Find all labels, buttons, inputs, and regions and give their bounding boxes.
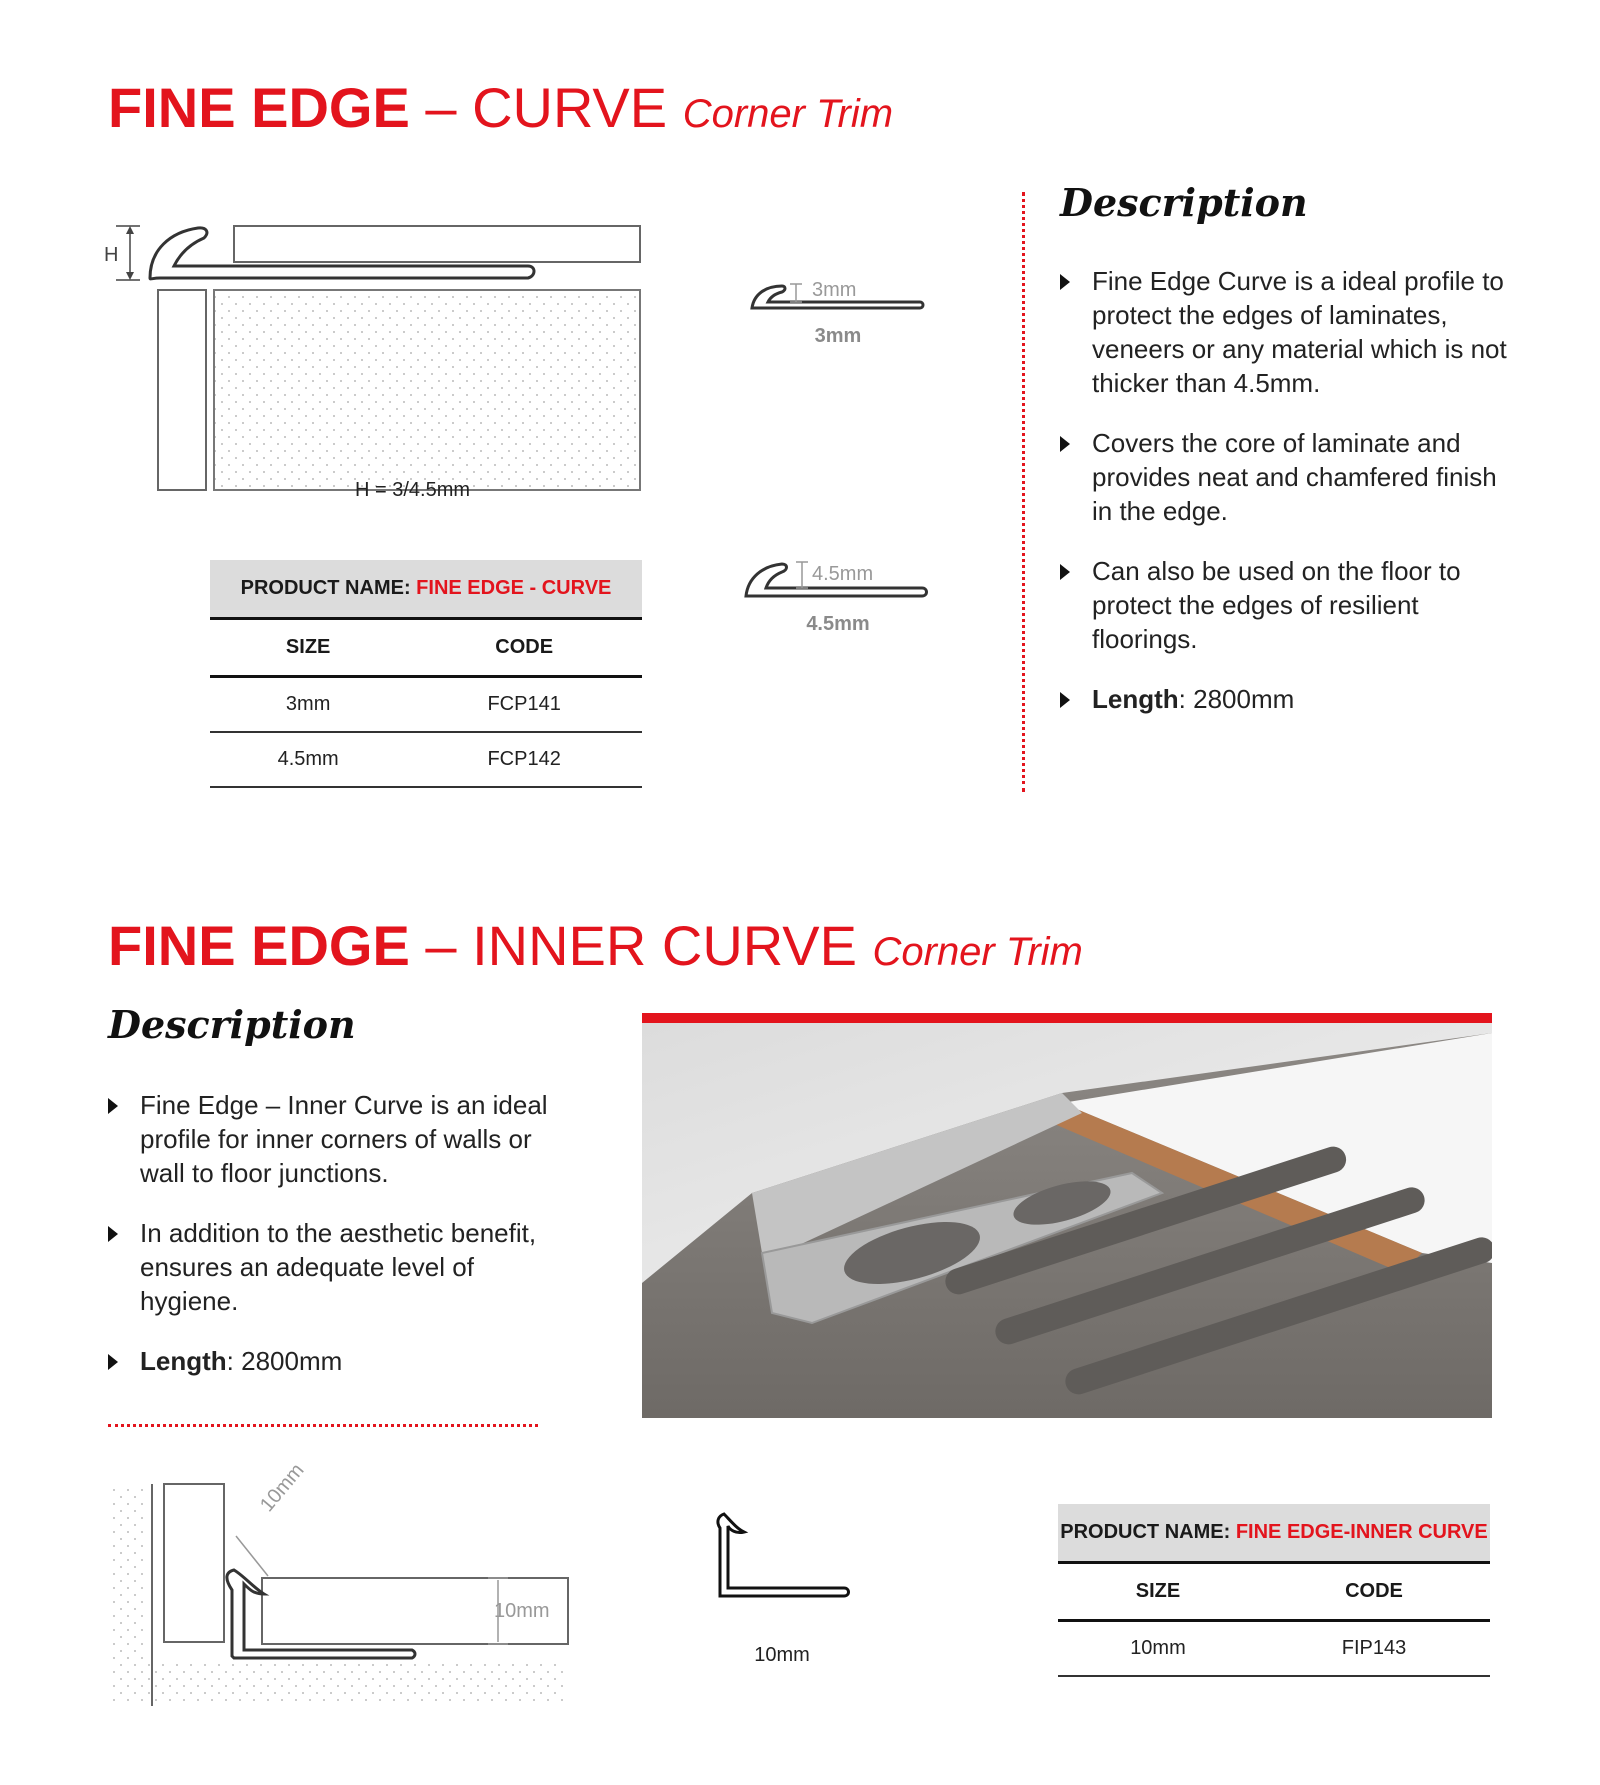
bullet-text: Fine Edge – Inner Curve is an ideal profile for inner corners of walls or wall to floor junctions. bbox=[140, 1090, 548, 1188]
product-name-label: PRODUCT NAME: bbox=[240, 577, 411, 599]
length-value: : 2800mm bbox=[226, 1346, 343, 1376]
product-name-label: PRODUCT NAME: bbox=[1060, 1521, 1231, 1543]
col-size-header: SIZE bbox=[1058, 1563, 1258, 1621]
section1-title bbox=[108, 76, 894, 139]
size-cell: 3mm bbox=[210, 677, 406, 733]
code-cell: FCP142 bbox=[406, 732, 642, 787]
col-size-header: SIZE bbox=[210, 619, 406, 677]
product-name-value: FINE EDGE-INNER CURVE bbox=[1235, 1521, 1488, 1543]
profile-3mm-dim: 3mm bbox=[812, 279, 857, 301]
title-italic: Corner Trim bbox=[872, 930, 1083, 974]
col-code-header: CODE bbox=[406, 619, 642, 677]
title-regular: INNER CURVE bbox=[472, 914, 857, 977]
list-item bbox=[108, 1088, 548, 1190]
table-row bbox=[1058, 1621, 1490, 1677]
list-item bbox=[1060, 426, 1510, 528]
bullet-arrow-icon bbox=[1060, 564, 1070, 580]
dotted-divider-horizontal bbox=[108, 1424, 538, 1427]
length-label: Length bbox=[1092, 684, 1179, 714]
h-caption: H = 3/4.5mm bbox=[355, 479, 471, 501]
bullet-arrow-icon bbox=[1060, 274, 1070, 290]
product-name-value: FINE EDGE - CURVE bbox=[416, 577, 612, 599]
dim-diagonal: 10mm bbox=[256, 1459, 309, 1517]
product-name-cell bbox=[1058, 1504, 1490, 1563]
inner-curve-installation-image bbox=[642, 1023, 1492, 1418]
size-cell: 10mm bbox=[1058, 1621, 1258, 1677]
inner-curve-cross-section-diagram bbox=[104, 1480, 574, 1710]
table-row bbox=[210, 732, 642, 787]
profile-3mm-caption: 3mm bbox=[814, 325, 862, 347]
bullet-text: Fine Edge Curve is a ideal profile to protect the edges of laminates, veneers or any material which is not thicker than 4.5mm. bbox=[1092, 266, 1507, 398]
code-cell: FIP143 bbox=[1258, 1621, 1490, 1677]
bullet-text: In addition to the aesthetic benefit, ensures an adequate level of hygiene. bbox=[140, 1218, 537, 1316]
bullet-arrow-icon bbox=[108, 1354, 118, 1370]
profile-caption: 10mm bbox=[754, 1644, 810, 1666]
bullet-text: Can also be used on the floor to protect the edges of resilient floorings. bbox=[1092, 556, 1461, 654]
inner-curve-profile-icon bbox=[714, 1510, 854, 1600]
product-table-curve bbox=[210, 560, 642, 788]
description-list bbox=[1060, 264, 1510, 742]
list-item bbox=[108, 1216, 548, 1318]
bullet-arrow-icon bbox=[1060, 692, 1070, 708]
code-cell: FCP141 bbox=[406, 677, 642, 733]
h-label: H bbox=[104, 244, 119, 266]
dim-vertical: 10mm bbox=[494, 1600, 550, 1622]
section2-title bbox=[108, 914, 1083, 977]
dotted-divider-vertical bbox=[1022, 192, 1025, 792]
product-photo bbox=[642, 1013, 1492, 1428]
size-cell: 4.5mm bbox=[210, 732, 406, 787]
description-heading: Description bbox=[1060, 180, 1308, 225]
length-label: Length bbox=[140, 1346, 227, 1376]
col-code-header: CODE bbox=[1258, 1563, 1490, 1621]
list-item bbox=[108, 1344, 548, 1378]
table-row bbox=[210, 677, 642, 733]
description-list bbox=[108, 1088, 548, 1404]
title-regular: CURVE bbox=[472, 76, 668, 139]
description-heading: Description bbox=[108, 1002, 356, 1047]
product-table-inner-curve bbox=[1058, 1504, 1490, 1677]
title-italic: Corner Trim bbox=[682, 92, 894, 136]
bullet-text: Covers the core of laminate and provides neat and chamfered finish in the edge. bbox=[1092, 428, 1497, 526]
list-item bbox=[1060, 264, 1510, 400]
product-name-cell bbox=[210, 560, 642, 619]
length-value: : 2800mm bbox=[1178, 684, 1295, 714]
list-item bbox=[1060, 682, 1510, 716]
curve-cross-section-diagram bbox=[100, 210, 650, 510]
profile-4-5mm-caption: 4.5mm bbox=[806, 613, 870, 635]
bullet-arrow-icon bbox=[1060, 436, 1070, 452]
bullet-arrow-icon bbox=[108, 1226, 118, 1242]
title-bold: FINE EDGE bbox=[108, 76, 410, 139]
list-item bbox=[1060, 554, 1510, 656]
title-dash: – bbox=[425, 76, 457, 139]
bullet-arrow-icon bbox=[108, 1098, 118, 1114]
title-dash: – bbox=[425, 914, 457, 977]
title-bold: FINE EDGE bbox=[108, 914, 410, 977]
profile-4-5mm-dim: 4.5mm bbox=[812, 563, 874, 585]
